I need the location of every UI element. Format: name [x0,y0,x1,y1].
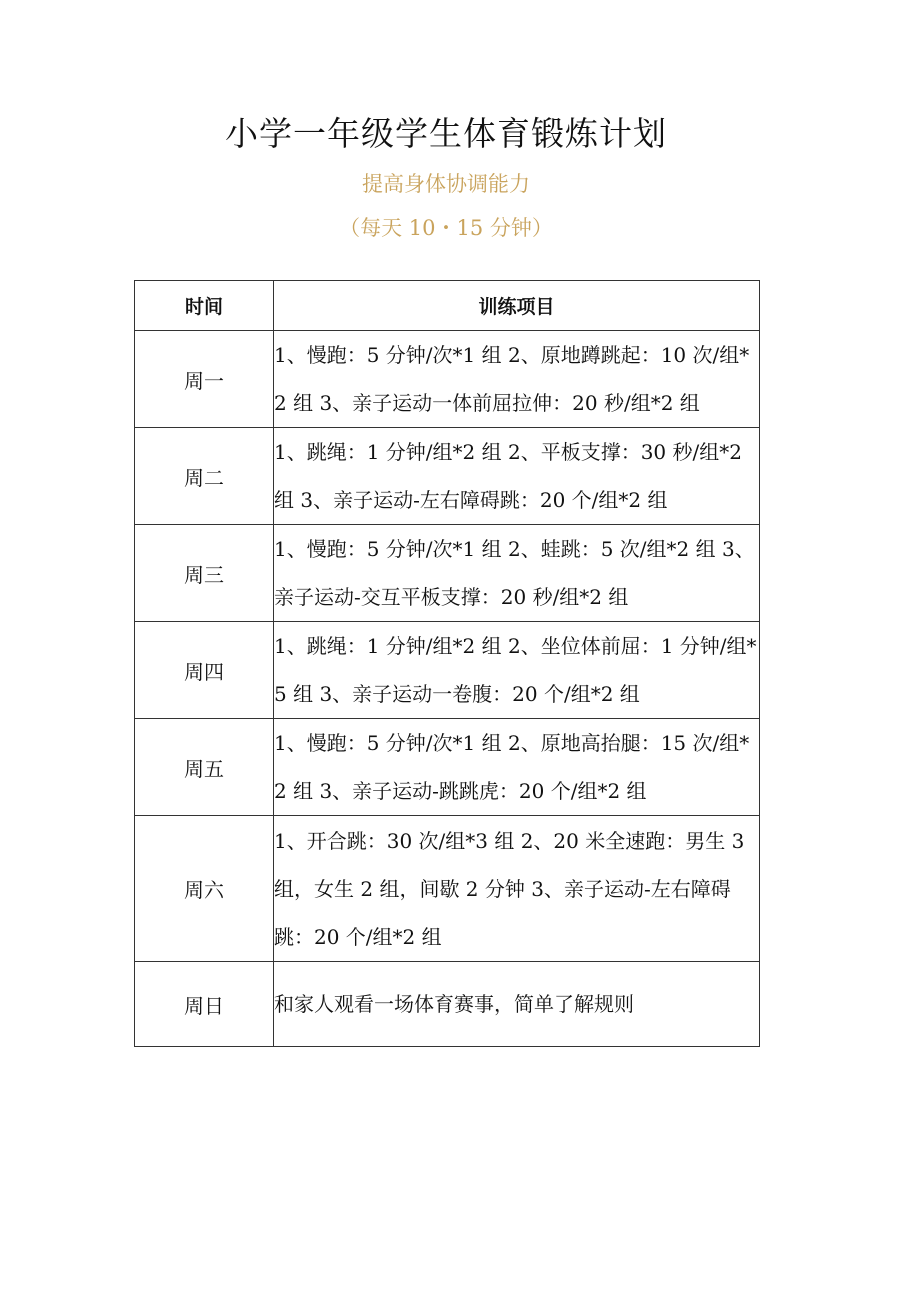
day-cell: 周三 [135,525,274,622]
training-plan-table [134,280,760,1047]
table-row [135,622,760,719]
day-cell: 周一 [135,331,274,428]
day-cell: 周二 [135,428,274,525]
items-cell: 1、开合跳：30 次/组*3 组 2、20 米全速跑：男生 3 组，女生 2 组，间歇 2 分钟 3、亲子运动-左右障碍跳：20 个/组*2 组 [274,816,760,962]
table-row [135,525,760,622]
duration-note: （每天 10・15 分钟） [339,216,553,240]
table-row [135,719,760,816]
table-row [135,816,760,962]
items-cell: 1、慢跑：5 分钟/次*1 组 2、原地高抬腿：15 次/组*2 组 3、亲子运动-跳跳虎：20 个/组*2 组 [274,719,760,816]
items-cell: 1、慢跑：5 分钟/次*1 组 2、蛙跳：5 次/组*2 组 3、亲子运动-交互平板支撑：20 秒/组*2 组 [274,525,760,622]
day-cell: 周六 [135,816,274,962]
day-cell: 周四 [135,622,274,719]
document-subtitle: 提高身体协调能力 [362,172,530,196]
table-row [135,331,760,428]
table-row [135,962,760,1047]
day-cell: 周五 [135,719,274,816]
items-cell: 1、慢跑：5 分钟/次*1 组 2、原地蹲跳起：10 次/组*2 组 3、亲子运动一体前屈拉伸：20 秒/组*2 组 [274,331,760,428]
day-cell: 周日 [135,962,274,1047]
document-title: 小学一年级学生体育锻炼计划 [225,114,667,153]
table-row [135,428,760,525]
table-header-row [135,281,760,331]
header-items: 训练项目 [274,281,760,331]
items-cell: 和家人观看一场体育赛事，简单了解规则 [274,962,760,1047]
items-cell: 1、跳绳：1 分钟/组*2 组 2、坐位体前屈：1 分钟/组*5 组 3、亲子运动一卷腹：20 个/组*2 组 [274,622,760,719]
items-cell: 1、跳绳：1 分钟/组*2 组 2、平板支撑：30 秒/组*2 组 3、亲子运动-左右障碍跳：20 个/组*2 组 [274,428,760,525]
header-time: 时间 [135,281,274,331]
